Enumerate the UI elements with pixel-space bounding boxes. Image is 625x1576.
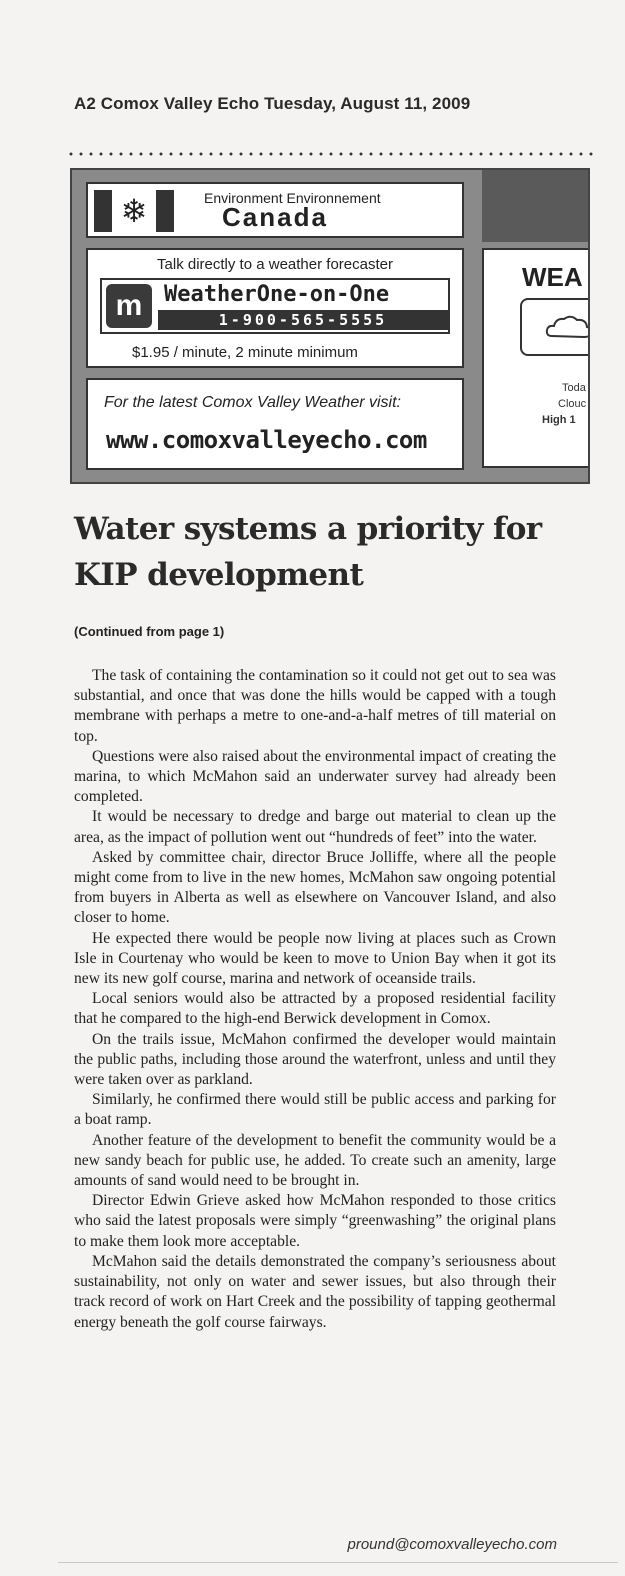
article-paragraph: On the trails issue, McMahon confirmed the developer would maintain the public paths, including those around the waterfront, unless and until they were taken over as parkland. xyxy=(74,1030,556,1089)
env-canada-line1: Environment Environnement xyxy=(204,190,381,206)
visit-text: For the latest Comox Valley Weather visit: xyxy=(104,394,401,411)
bottom-rule xyxy=(58,1562,618,1563)
dotted-divider xyxy=(66,150,594,158)
weatherone-box xyxy=(86,248,464,368)
visit-website-box xyxy=(86,378,464,470)
maple-leaf-icon: ❄ xyxy=(120,192,148,230)
weatherone-logo xyxy=(100,278,450,334)
continued-note: (Continued from page 1) xyxy=(74,624,225,639)
environment-canada-box xyxy=(86,182,464,238)
article-paragraph: Local seniors would also be attracted by a proposed residential facility that he compared to the high-end Berwick development in Comox. xyxy=(74,990,556,1028)
canada-flag xyxy=(94,190,174,232)
env-canada-line2: Canada xyxy=(222,202,328,232)
weather-today: Toda xyxy=(562,382,586,394)
article-paragraph: The task of containing the contamination so it could not get out to sea was substantial, and once that was done the hills would be capped with a tough membrane with perhaps a metre to one-and-a-half metres of till material on top. xyxy=(74,667,556,745)
cloud-icon xyxy=(544,312,590,342)
article-paragraph: McMahon said the details demonstrated the company’s seriousness about sustainability, not only on water and sewer issues, but also through their track record of work on Hart Creek and the possibility of tapping geothermal energy beneath the golf course fairways. xyxy=(74,1252,556,1331)
ad-dark-panel xyxy=(482,170,590,242)
article-paragraph: Director Edwin Grieve asked how McMahon responded to those critics who said the latest proposals were simply “greenwashing” the original plans to make them look more acceptable. xyxy=(74,1192,556,1250)
article-headline: Water systems a priority for KIP development xyxy=(74,511,542,593)
weatherone-phone: 1-900-565-5555 xyxy=(158,310,448,330)
weatherone-title: WeatherOne-on-One xyxy=(164,282,390,307)
m-logo-icon: m xyxy=(106,284,152,328)
weather-heading: WEA xyxy=(522,262,583,292)
flag-bar-right xyxy=(156,190,174,232)
weather-condition: Clouc xyxy=(558,398,587,410)
weatherone-tagline: Talk directly to a weather forecaster xyxy=(157,256,393,273)
visit-url-link[interactable]: www.comoxvalleyecho.com xyxy=(106,426,427,454)
article-paragraph: Asked by committee chair, director Bruce Jolliffe, where all the people might come from to live in the new homes, McMahon saw ongoing potential from buyers in Alberta as well as elsewhere on Vancouver Island, and also closer to home. xyxy=(74,848,556,927)
article-paragraph: Another feature of the development to benefit the community would be a new sandy beach for public use, he added. To create such an amenity, large amounts of sand would need to be brought in. xyxy=(74,1131,556,1190)
weatherone-price: $1.95 / minute, 2 minute minimum xyxy=(132,344,358,361)
weather-advertisement xyxy=(70,168,590,484)
article-paragraph: Questions were also raised about the environmental impact of creating the marina, to which McMahon said an underwater survey had already been completed. xyxy=(74,747,556,806)
weather-icon-frame xyxy=(520,298,590,356)
weather-high: High 1 xyxy=(542,414,576,426)
article-paragraph: It would be necessary to dredge and barge out material to clean up the area, as the impact of pollution went out “hundreds of feet” into the water. xyxy=(74,808,556,846)
article-paragraph: He expected there would be people now living at places such as Crown Isle in Courtenay who would be keen to move to Union Bay when it got its new its new golf course, marina and network of oceanside trails. xyxy=(74,929,556,988)
flag-bar-left xyxy=(94,190,112,232)
article-paragraph: Similarly, he confirmed there would still be public access and parking for a boat ramp. xyxy=(74,1091,556,1129)
weather-panel xyxy=(482,248,590,468)
page-dateline: A2 Comox Valley Echo Tuesday, August 11, 2009 xyxy=(74,94,471,113)
article-body xyxy=(74,666,556,1333)
byline-email[interactable]: pround@comoxvalleyecho.com xyxy=(347,1536,557,1553)
